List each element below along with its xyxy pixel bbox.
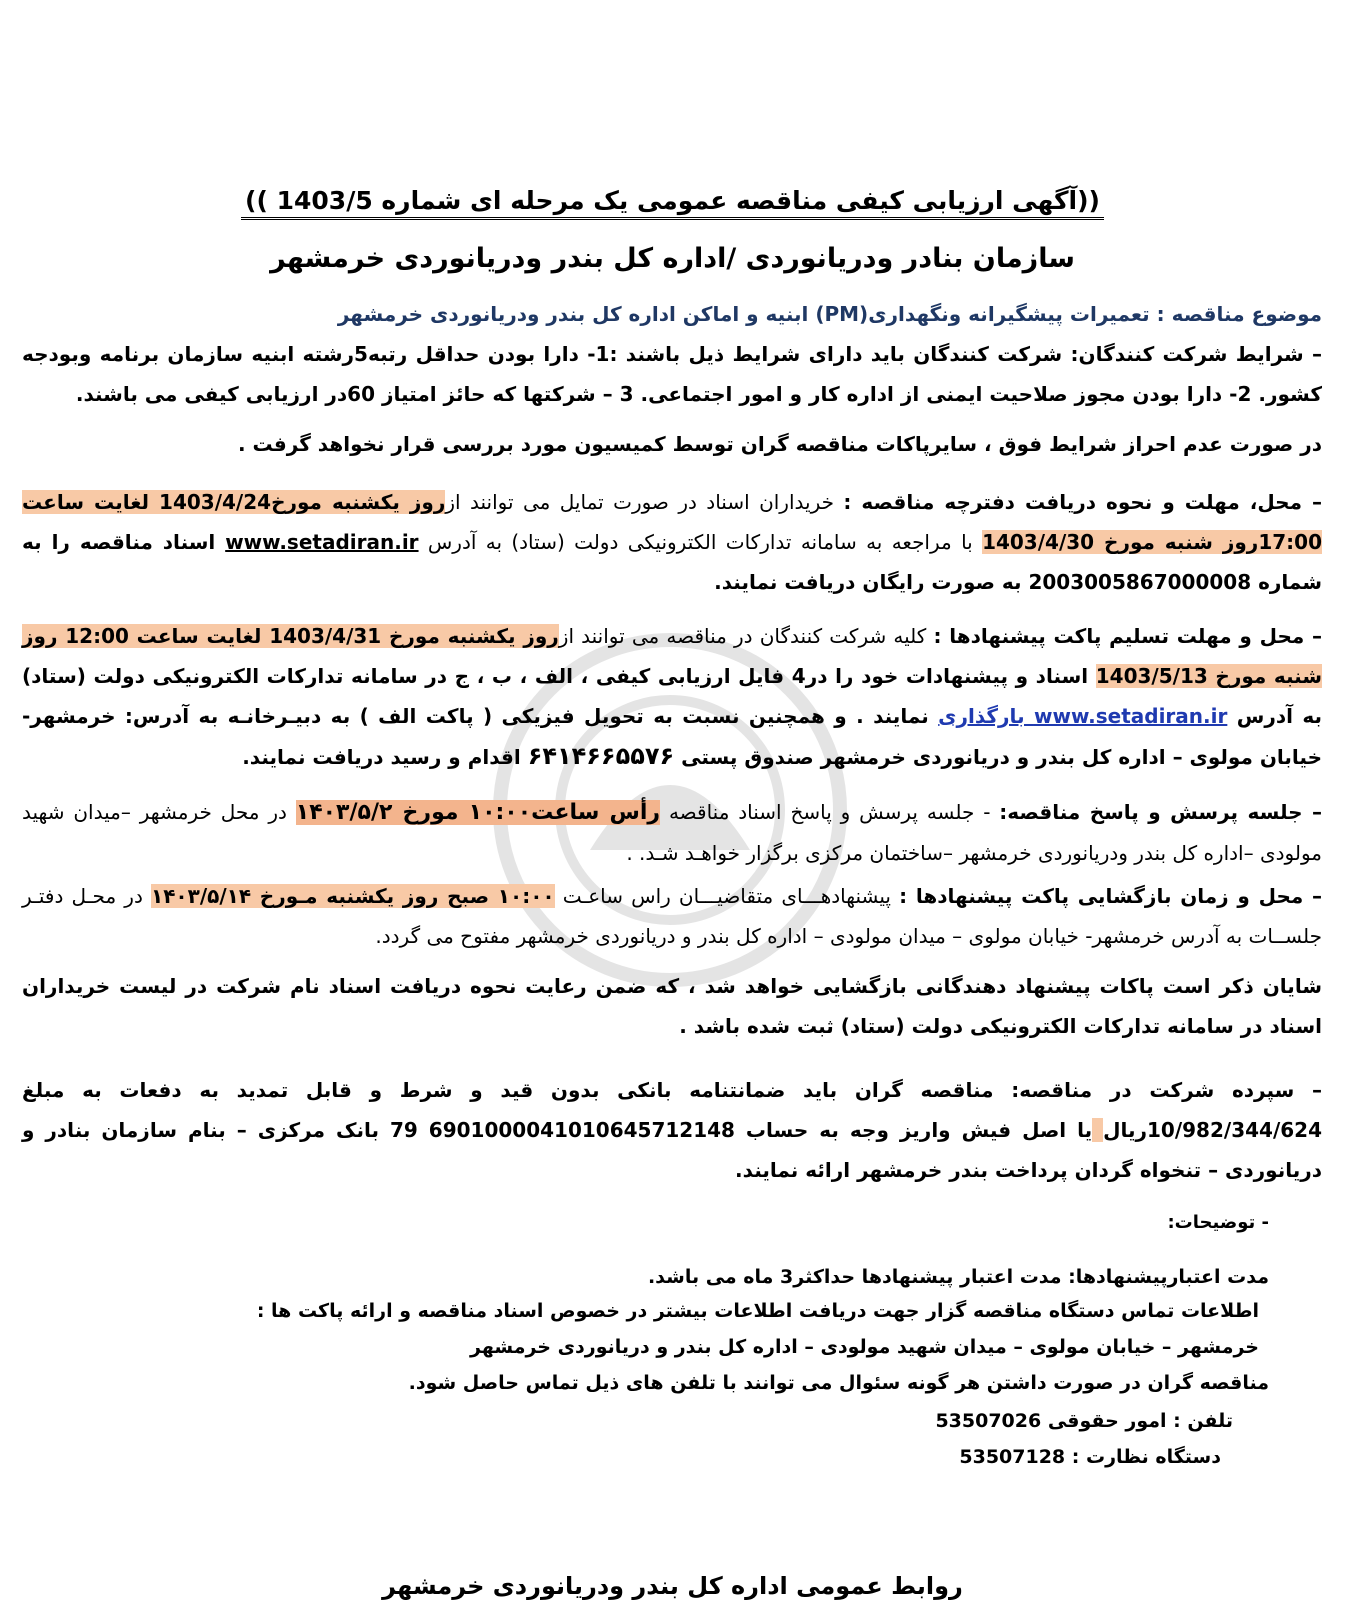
note-phone-supervision: دستگاه نظارت : 53507128 xyxy=(959,1446,1221,1468)
qa-text-2: در محل خرمشهر –میدان شهید مولودی –اداره کل بندر ودریانوردی خرمشهر –ساختمان مرکزی برگزار خواهـد شـد. . xyxy=(22,800,1322,865)
conditions-label: – شرایط شرکت کنندگان: شرکت کنندگان باید دارای شرایط ذیل باشند : xyxy=(609,342,1322,366)
conditions-text: 1- دارا بودن حداقل رتبه5رشته ابنیه سازمان برنامه وبودجه کشور. 2- دارا بودن مجوز صلاحیت ایمنی از اداره کار و امور اجتماعی. 3 – شرکتها که حائز امتیاز 60در ارزیابی کیفی می باشند. xyxy=(22,342,1322,406)
qa-label: – جلسه پرسش و پاسخ مناقصه: xyxy=(999,800,1322,824)
note-contact-info: اطلاعات تماس دستگاه مناقصه گزار جهت دریافت اطلاعات بیشتر در خصوص اسناد مناقصه و ارائه پاکت ها : xyxy=(256,1300,1259,1322)
note-validity: مدت اعتبارپیشنهادها: مدت اعتبار پیشنهادها حداکثر3 ماه می باشد. xyxy=(647,1266,1269,1288)
organization-name: سازمان بنادر ودریانوردی /اداره کل بندر ودریانوردی خرمشهر xyxy=(270,243,1075,274)
qa-datetime: رأس ساعت۱۰:۰۰ مورخ ۱۴۰۳/۵/۲ xyxy=(295,800,661,825)
opening-section xyxy=(22,876,1322,956)
upload-word: بارگذاری xyxy=(938,704,1034,728)
setadiran-link[interactable]: www.setadiran.ir xyxy=(225,530,419,554)
documents-text-3: اسناد مناقصه را به شماره 2003005867000008 به صورت رایگان دریافت نمایند. xyxy=(22,530,1322,594)
submission-text-4: اقدام و رسید دریافت نمایند. xyxy=(242,745,528,769)
qa-text-1: - جلسه پرسش و پاسخ اسناد مناقصه xyxy=(660,800,1000,824)
tender-subject xyxy=(22,294,1322,334)
submission-label: – محل و مهلت تسلیم پاکت پیشنهادها : xyxy=(933,624,1323,648)
submission-text-1: کلیه شرکت کنندگان در مناقصه می توانند از xyxy=(558,624,934,648)
deposit-text-1: مناقصه گران باید ضمانتنامه بانکی بدون قید و شرط و قابل تمدید به دفعات به مبلغ 10/982/344/624ریال xyxy=(22,1078,1322,1142)
submission-text-2: اسناد و پیشنهادات خود را در4 فایل ارزیابی کیفی ، الف ، ب ، ج در سامانه تدارکات الکترونیکی دولت (ستاد) به آدرس xyxy=(22,664,1323,728)
opening-datetime: ۱۰:۰۰ صبح روز یکشنبه مـورخ ۱۴۰۳/۵/۱۴ xyxy=(151,884,555,908)
participant-conditions xyxy=(22,334,1322,414)
note-questions: مناقصه گران در صورت داشتن هر گونه سئوال می توانند با تلفن های ذیل تماس حاصل شود. xyxy=(408,1372,1269,1394)
submission-text-3: نمایند . و همچنین نسبت به تحویل فیزیکی ( پاکت الف ) به دبیـرخانـه به آدرس: خرمشهر- خیابان مولوی – اداره کل بندر و دریانوردی خرمشهر صندوق پستی xyxy=(22,704,1322,769)
documents-date-range: روز یکشنبه مورخ1403/4/24 لغایت ساعت 17:00روز شنبه مورخ 1403/4/30 xyxy=(22,490,1322,554)
opening-label: – محل و زمان بازگشایی پاکت پیشنهادها : xyxy=(899,884,1322,908)
opening-note: شایان ذکر است پاکات پیشنهاد دهندگانی بازگشایی خواهد شد ، که ضمن رعایت نحوه دریافت اسناد نام شرکت در لیست خریداران اسناد در سامانه تدارکات الکترونیکی دولت (ستاد) ثبت شده باشد . xyxy=(22,974,1322,1038)
qa-session-section xyxy=(22,792,1322,873)
deposit-section xyxy=(22,1070,1322,1190)
documents-label: – محل، مهلت و نحوه دریافت دفترچه مناقصه : xyxy=(843,490,1322,514)
submission-section xyxy=(22,616,1322,777)
deposit-highlight xyxy=(1092,1118,1103,1142)
subject-text: تعمیرات پیشگیرانه ونگهداری(PM) ابنیه و اماکن اداره کل بندر ودریانوردی خرمشهر xyxy=(337,302,1150,326)
postal-code: ۶۴۱۴۶۶۵۵۷۶ xyxy=(527,742,675,770)
documents-section xyxy=(22,482,1322,602)
opening-text-2: در محـل دفتـر جلســات به آدرس خرمشهر- خیابان مولوی – میدان مولودی – اداره کل بندر و دریانوردی خرمشهر مفتوح می گردد. xyxy=(22,884,1322,948)
note-phone-legal: تلفن : امور حقوقی 53507026 xyxy=(935,1410,1233,1432)
footer-public-relations: روابط عمومی اداره کل بندر ودریانوردی خرمشهر xyxy=(382,1572,963,1600)
opening-text-1: پیشنهادهـــای متقاضیـــان راس ساعـت xyxy=(554,884,900,908)
submission-date-range: روز یکشنبه مورخ 1403/4/31 لغایت ساعت 12:00 روز شنبه مورخ 1403/5/13 xyxy=(22,624,1323,688)
subject-label: موضوع مناقصه : xyxy=(1149,302,1322,326)
deposit-label: – سپرده شرکت در مناقصه: xyxy=(1011,1078,1322,1102)
setadiran-link-2[interactable]: www.setadiran.ir xyxy=(1033,704,1228,728)
notice-title: ((آگهی ارزیابی کیفی مناقصه عمومی یک مرحله ای شماره 1403/5 )) xyxy=(0,186,1345,215)
documents-text-2: با مراجعه به سامانه تدارکات الکترونیکی دولت (ستاد) به آدرس xyxy=(418,530,983,554)
non-compliance-note: در صورت عدم احراز شرایط فوق ، سایرپاکات مناقصه گران توسط کمیسیون مورد بررسی قرار نخواهد گرفت . xyxy=(237,432,1322,456)
note-address: خرمشهر – خیابان مولوی – میدان شهید مولودی – اداره کل بندر و دریانوردی خرمشهر xyxy=(470,1336,1259,1358)
deposit-text-2: یا اصل فیش واریز وجه به حساب 6901000041010645712148 79 بانک مرکزی – بنام سازمان بنادر و دریانوردی – تنخواه گردان پرداخت بندر خرمشهر ارائه نمایند. xyxy=(22,1118,1322,1182)
documents-text-1: خریداران اسناد در صورت تمایل می توانند از xyxy=(445,490,844,514)
explanations-label: - توضیحات: xyxy=(1167,1212,1269,1233)
